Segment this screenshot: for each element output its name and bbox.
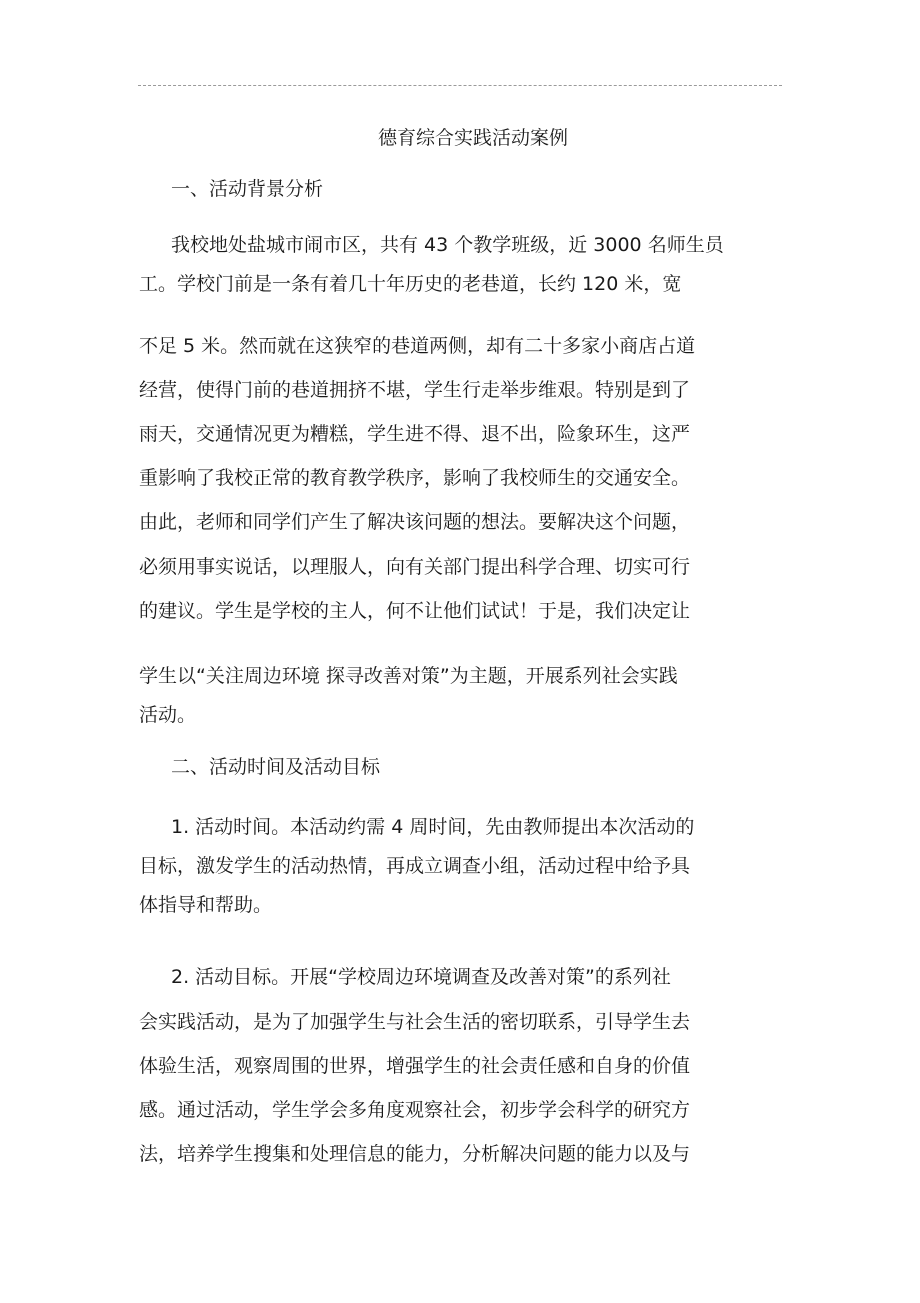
paragraph-line: 1. 活动时间。本活动约需 4 周时间，先由教师提出本次活动的: [171, 816, 695, 838]
paragraph-line: 不足 5 米。然而就在这狭窄的巷道两侧，却有二十多家小商店占道: [139, 335, 696, 357]
paragraph-line: 2. 活动目标。开展“学校周边环境调查及改善对策”的系列社: [171, 966, 671, 988]
paragraph-line: 由此，老师和同学们产生了解决该问题的想法。要解决这个问题，: [139, 511, 691, 533]
paragraph-line: 的建议。学生是学校的主人，何不让他们试试！于是，我们决定让: [139, 600, 691, 622]
paragraph-line: 会实践活动，是为了加强学生与社会生活的密切联系，引导学生去: [139, 1011, 691, 1033]
paragraph-line: 必须用事实说话，以理服人，向有关部门提出科学合理、切实可行: [139, 556, 691, 578]
paragraph-line: 经营，使得门前的巷道拥挤不堪，学生行走举步维艰。特别是到了: [139, 379, 691, 401]
paragraph-line: 雨天，交通情况更为糟糕，学生进不得、退不出，险象环生，这严: [139, 423, 691, 445]
paragraph-line: 重影响了我校正常的教育教学秩序，影响了我校师生的交通安全。: [139, 467, 691, 489]
paragraph-line: 感。通过活动，学生学会多角度观察社会，初步学会科学的研究方: [139, 1099, 691, 1121]
paragraph-line: 学生以“关注周边环境 探寻改善对策”为主题，开展系列社会实践: [139, 665, 678, 687]
document-title: 德育综合实践活动案例: [377, 127, 568, 149]
section-heading-time-goals: 二、活动时间及活动目标: [171, 756, 381, 778]
paragraph-line: 活动。: [139, 704, 197, 726]
section-heading-background: 一、活动背景分析: [171, 178, 324, 200]
paragraph-line: 工。学校门前是一条有着几十年历史的老巷道，长约 120 米，宽: [139, 273, 682, 295]
paragraph-line: 体验生活，观察周围的世界，增强学生的社会责任感和自身的价值: [139, 1055, 691, 1077]
paragraph-line: 体指导和帮助。: [139, 894, 273, 916]
paragraph-line: 目标，激发学生的活动热情，再成立调查小组，活动过程中给予具: [139, 855, 691, 877]
header-divider: [138, 85, 782, 86]
paragraph-line: 我校地处盐城市闹市区，共有 43 个教学班级，近 3000 名师生员: [171, 234, 724, 256]
paragraph-line: 法，培养学生搜集和处理信息的能力，分析解决问题的能力以及与: [139, 1143, 691, 1165]
